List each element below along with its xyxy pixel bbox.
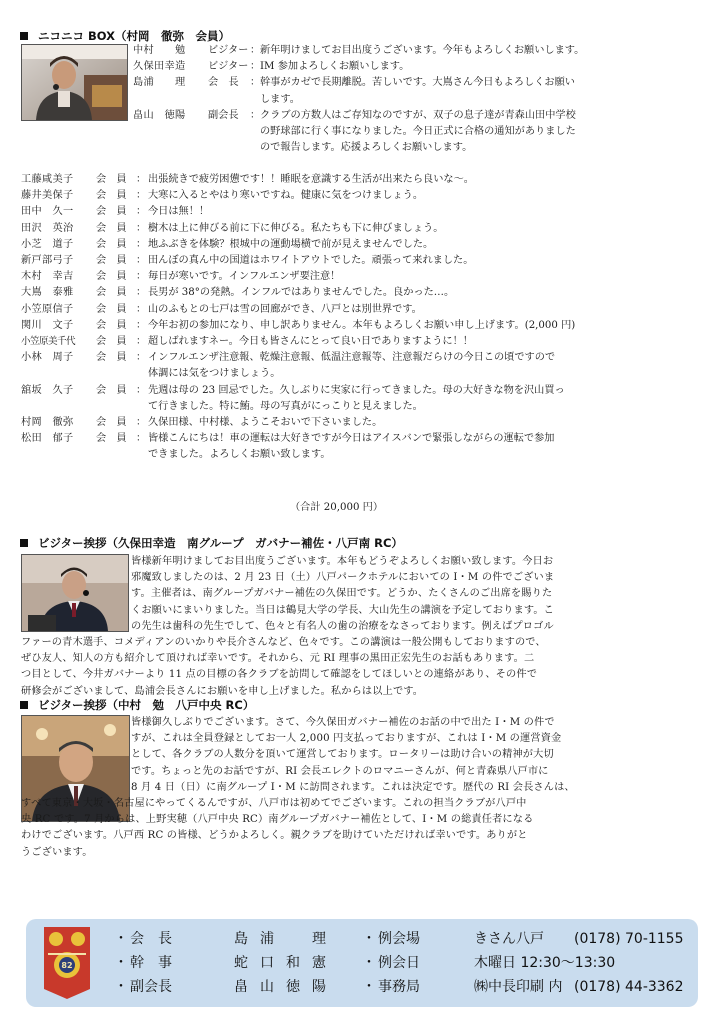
colon-separator: ： (136, 206, 147, 218)
member-message (148, 302, 422, 318)
colon-separator: ： (136, 222, 147, 234)
colon-separator: ： (136, 384, 147, 396)
message-line: 田んぼの真ん中の国道はホワイトアウトでした。頑張って来れました。 (148, 255, 474, 266)
member-message (148, 431, 554, 463)
member-name: 藤井美保子 (21, 190, 74, 202)
member-role: 会 員 (96, 433, 127, 445)
footer-value: 島浦 理 (234, 931, 338, 947)
member-message (148, 237, 433, 253)
member-role: ビジター (208, 45, 249, 56)
footer-bullet: ・ (362, 979, 376, 995)
paragraph-line: の先生は歯科の先生でして、色々と有名人の歯の治療をなさっております。例えばプロゴル (131, 620, 554, 632)
paragraph-line: 8 月 4 日（日）に南グループ I・M に訪問されます。これは決定です。歴代の RI 会長さんは、 (131, 781, 575, 793)
member-name: 小笠原美千代 (21, 336, 75, 347)
member-role: 会 員 (96, 319, 127, 331)
member-role: 会 員 (96, 174, 127, 185)
footer-label: 例会日 (378, 955, 420, 971)
square-bullet-icon (20, 32, 28, 40)
member-role: 会 員 (96, 417, 127, 428)
member-name: 小林 周子 (21, 352, 74, 364)
footer-bullet: ・ (362, 955, 376, 971)
message-line: 今年お初の参加になり、申し訳ありません。本年もよろしくお願い申し上げます。(2,000 円) (148, 319, 576, 331)
message-line: ので報告します。応援よろしくお願いします。 (260, 142, 473, 154)
member-role: 会 員 (96, 190, 127, 202)
member-name: 久保田幸造 (133, 61, 186, 73)
footer-value: ㈱中長印刷 内 (474, 979, 563, 995)
footer-value: 畠山徳陽 (234, 979, 338, 995)
paragraph-line: ファーの青木選手、コメディアンのいかりや長介さんなど、色々です。この講演は一般公開もしておりますので、 (21, 637, 546, 648)
niconico-photo (21, 44, 128, 121)
member-message (148, 204, 209, 220)
member-message (260, 108, 576, 157)
message-line: 今日は無！！ (148, 206, 210, 218)
member-role: 会 員 (96, 352, 127, 364)
member-name: 工藤咸美子 (21, 174, 74, 185)
square-bullet-icon (20, 701, 28, 709)
footer-label: 事務局 (378, 979, 420, 995)
message-line: します。 (260, 93, 300, 105)
footer-phone: (0178) 44-3362 (574, 979, 684, 995)
square-bullet-icon (20, 539, 28, 547)
speaker-photo-2 (22, 555, 128, 631)
footer-label: 例会場 (378, 931, 420, 947)
member-name: 木村 幸吉 (21, 271, 74, 283)
member-name: 村岡 徹弥 (21, 417, 74, 428)
member-message (260, 75, 575, 107)
message-line: クラブの方数人はご存知なのですが、双子の息子達が青森山田中学校 (260, 109, 576, 121)
colon-separator: ： (136, 303, 147, 315)
member-message (148, 415, 382, 431)
message-line: 樹木は上に伸びる前に下に伸びる。私たちも下に伸びましょう。 (148, 222, 444, 234)
footer-label: 副会長 (130, 979, 172, 995)
member-name: 松田 郁子 (21, 433, 74, 445)
message-line: IM 参加よろしくお願いします。 (260, 61, 410, 73)
colon-separator: ： (250, 109, 261, 121)
paragraph-line: 研修会がございまして、島浦会長さんにお願いを申し上げました。私からは以上です。 (21, 685, 424, 697)
colon-separator: ： (136, 238, 147, 250)
niconico-section-title: ニコニコ BOX（村岡 徹弥 会員） (20, 28, 230, 44)
colon-separator: ： (250, 61, 261, 73)
message-line: 幹事がカゼで長期離脱。苦しいです。大嶌さん今日もよろしくお願い (260, 77, 575, 89)
member-name: 小笠原信子 (21, 303, 74, 315)
paragraph-line: として、各クラブの人数分を頂いて運営しております。ロータリーは助け合いの精神が大切 (131, 749, 554, 761)
member-message (148, 350, 555, 382)
member-name: 島浦 理 (133, 77, 186, 89)
paragraph-line: くお願いにまいりました。当日は鶴見大学の学長、大山先生の講演を予定しております。こ (131, 604, 555, 616)
message-line: 大寒に入るとやはり寒いですね。健康に気をつけましょう。 (148, 190, 424, 202)
message-line: の野球部に行く事になりました。今日正式に合格の通知がありました (260, 126, 576, 137)
message-line: 久保田様、中村様、ようこそおいで下さいました。 (148, 417, 383, 428)
colon-separator: ： (136, 336, 147, 347)
member-role: 会 長 (208, 77, 239, 89)
member-name: 田中 久一 (21, 206, 74, 218)
paragraph-line: 皆様新年明けましてお目出度うございます。本年もどうぞよろしくお願い致します。今日お (131, 556, 554, 567)
paragraph-line: す。主催者は、南グループガバナー補佐の久保田です。どうか、たくさんのご出席を賜りた (131, 588, 553, 600)
member-role: ビジター (208, 61, 249, 73)
footer-info-box (26, 919, 698, 1007)
member-role: 会 員 (96, 238, 127, 250)
message-line: 超しばれますネー。今日も皆さんにとって良い日でありますように！！ (148, 336, 473, 347)
member-role: 会 員 (96, 206, 127, 218)
message-line: 先週は母の 23 回忌でした。久しぶりに実家に行ってきました。母の大好きな物を沢山買っ (148, 384, 565, 396)
message-line: 長男が 38°の発熱。インフルではありませんでした。良かった…。 (148, 287, 455, 299)
paragraph-line: すべて東京・大坂・名古屋にやってくるんですが、八戸市は初めてでございます。これの担当クラブが八戸中 (21, 798, 527, 809)
member-name: 田沢 英治 (21, 222, 74, 234)
member-message (148, 221, 443, 237)
member-message (148, 285, 454, 301)
colon-separator: ： (136, 417, 147, 428)
member-role: 会 員 (96, 384, 127, 396)
message-line: 毎日が寒いです。インフルエンザ要注意！ (148, 271, 341, 283)
club-badge (44, 927, 90, 999)
message-line: 体調には気をつけましょう。 (148, 368, 281, 380)
footer-phone: (0178) 70-1155 (574, 931, 684, 947)
footer-value: きさん八戸 (474, 931, 544, 947)
colon-separator: ： (136, 433, 147, 445)
member-message (148, 318, 575, 334)
visitor2-section-title: ビジター挨拶（中村 勉 八戸中央 RC） (20, 697, 254, 713)
paragraph-line: 邪魔致しましたのは、2 月 23 日（土）八戸パークホテルにおいての I・M の件でございま (131, 572, 555, 584)
footer-bullet: ・ (114, 931, 128, 947)
niconico-total: （合計 20,000 円） (290, 502, 384, 513)
message-line: て行きました。特に鮪。母の写真がにっこりと見えました。 (148, 400, 423, 412)
footer-value: 蛇口和憲 (234, 955, 338, 971)
badge-number: 82 (61, 961, 73, 970)
paragraph-line: つ目として、今井ガバナーより 11 点の目標の各クラブを訪問して確認をしてほしいとの連絡があり、その件で (21, 669, 538, 681)
paragraph-line: です。ちょっと先のお話ですが、RI 会長エレクトのロマニーさんが、何と青森県八戸市に (131, 765, 549, 777)
member-message (260, 59, 409, 75)
footer-bullet: ・ (114, 955, 128, 971)
paragraph-line: 皆様御久しぶりでございます。さて、今久保田ガバナー補佐のお話の中で出た I・M の件で (131, 717, 555, 728)
colon-separator: ： (136, 255, 147, 266)
paragraph-line: うございます。 (21, 846, 93, 858)
member-role: 会 員 (96, 303, 127, 315)
member-message (148, 188, 423, 204)
footer-value: 木曜日 12:30〜13:30 (474, 955, 616, 971)
colon-separator: ： (250, 77, 261, 89)
member-role: 会 員 (96, 287, 127, 299)
paragraph-line: すが、これは全員登録としてお一人 2,000 円支払っておりますが、これは I・M の運営資金 (131, 733, 562, 745)
footer-label: 幹 事 (130, 955, 172, 971)
footer-bullet: ・ (114, 979, 128, 995)
colon-separator: ： (136, 190, 147, 202)
member-name: 小芝 道子 (21, 238, 74, 250)
message-line: 出張続きで疲労困憊です！！睡眠を意識する生活が出来たら良いな〜。 (148, 174, 474, 185)
colon-separator: ： (136, 174, 147, 185)
member-role: 会 員 (96, 255, 127, 266)
member-name: 中村 勉 (133, 45, 186, 56)
footer-label: 会 長 (130, 931, 172, 947)
message-line: できました。よろしくお願い致します。 (148, 449, 331, 461)
message-line: 山のふもとの七戸は雪の回廊ができ、八戸とは別世界です。 (148, 303, 422, 315)
member-message (260, 43, 584, 59)
footer-bullet: ・ (362, 931, 376, 947)
colon-separator: ： (136, 319, 147, 331)
member-message (148, 383, 565, 415)
message-line: 新年明けましてお目出度うございます。今年もよろしくお願いします。 (260, 45, 585, 56)
colon-separator: ： (250, 45, 261, 56)
paragraph-line: わけでございます。八戸西 RC の皆様、どうかよろしく。親クラブを助けていただければ幸いです。ありがと (21, 830, 528, 842)
member-name: 舘坂 久子 (21, 384, 74, 396)
member-name: 関川 文子 (21, 319, 74, 331)
member-role: 会 員 (96, 336, 127, 347)
rotary-banner-icon (44, 927, 90, 999)
member-role: 副会長 (208, 109, 239, 121)
member-message (148, 334, 473, 350)
colon-separator: ： (136, 287, 147, 299)
member-name: 大嶌 泰雅 (21, 287, 74, 299)
paragraph-line: ぜひ友人、知人の方も紹介して頂ければ幸いです。それから、元 RI 理事の黒田正宏先生のお話もあります。二 (21, 653, 535, 665)
visitor1-photo (21, 554, 129, 632)
visitor1-section-title: ビジター挨拶（久保田幸造 南グループ ガバナー補佐・八戸南 RC） (20, 535, 403, 551)
member-role: 会 員 (96, 222, 127, 234)
member-message (148, 269, 340, 285)
message-line: インフルエンザ注意報、乾燥注意報、低温注意報等、注意報だらけの今日この頃ですので (148, 352, 556, 364)
member-message (148, 172, 474, 188)
speaker-photo-1 (22, 45, 127, 120)
member-name: 畠山 徳陽 (133, 109, 186, 121)
message-line: 皆様こんにちは！車の運転は大好きですが今日はアイスバンで緊張しながらの運転で参加 (148, 433, 555, 445)
paragraph-line: 央 RC です。7 月からは、上野実穂（八戸中央 RC）南グループガバナー補佐として、I・M の総責任者になる (21, 814, 534, 826)
colon-separator: ： (136, 352, 147, 364)
member-message (148, 253, 473, 269)
member-name: 新戸部弓子 (21, 255, 74, 266)
colon-separator: ： (136, 271, 147, 283)
member-role: 会 員 (96, 271, 127, 283)
message-line: 地ふぶきを体験？根城中の運動場横で前が見えませんでした。 (148, 238, 434, 250)
